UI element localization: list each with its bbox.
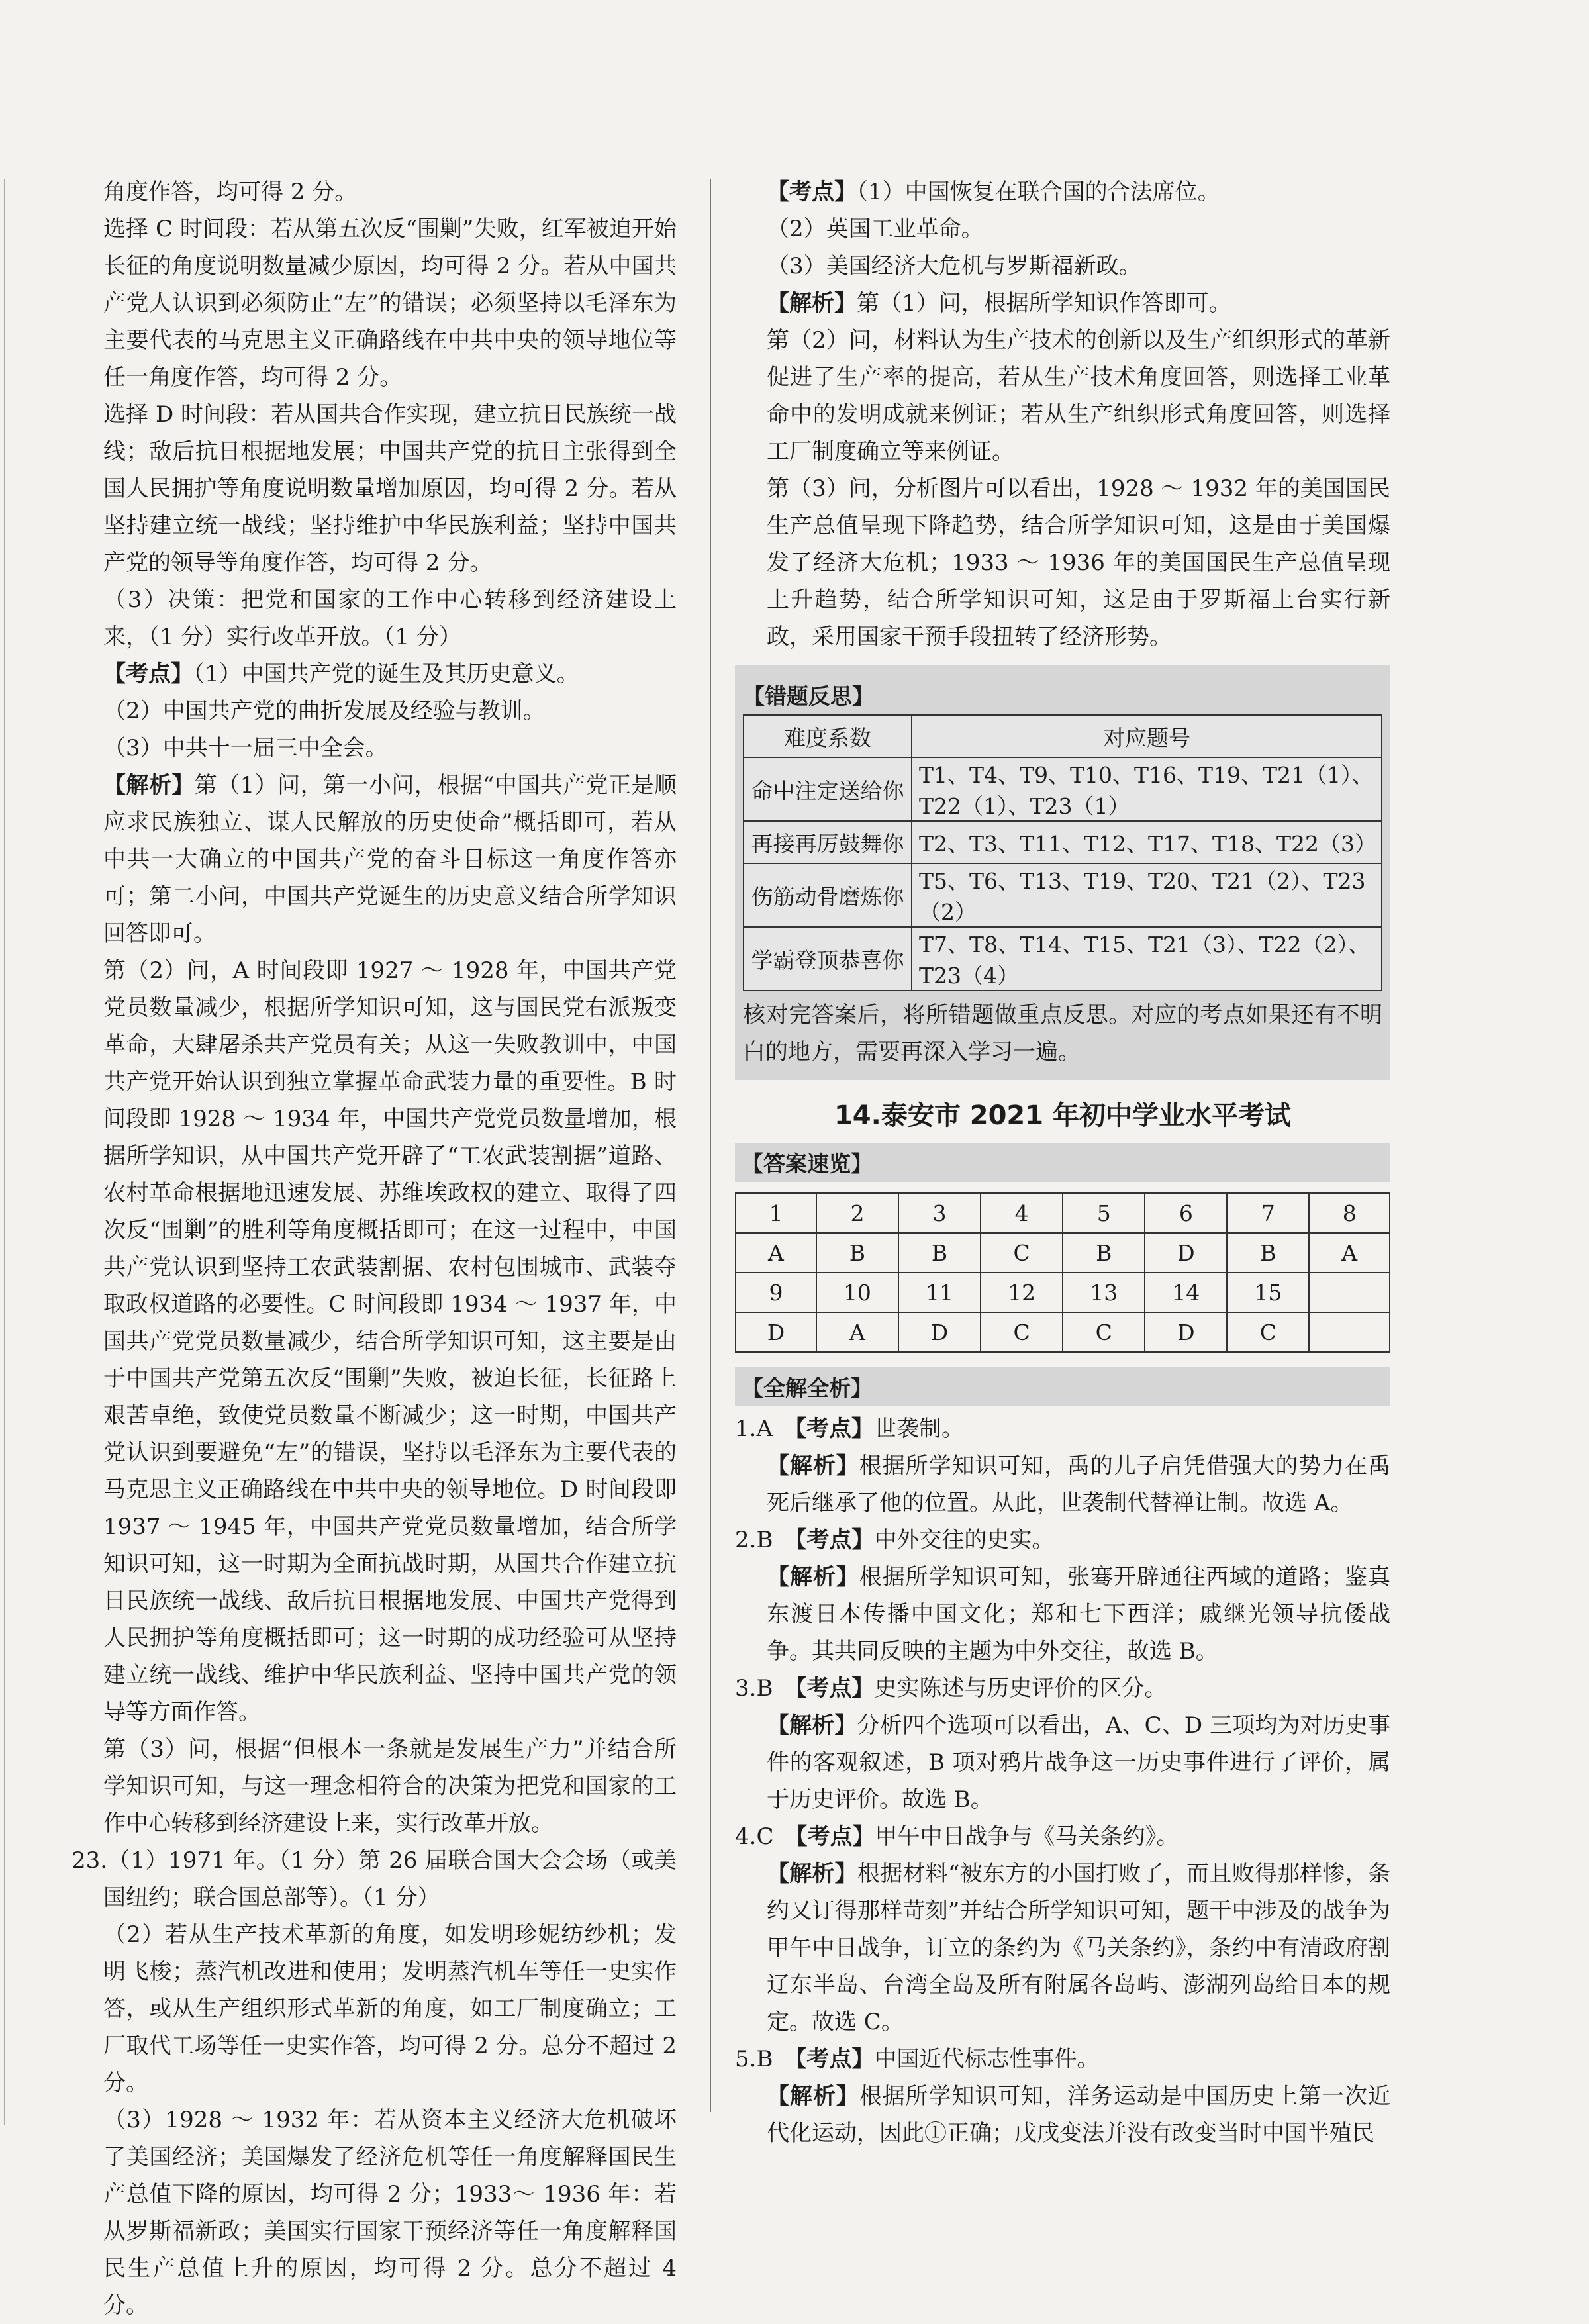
answer-cell: 2	[816, 1193, 898, 1233]
answers-title: 【答案速览】	[735, 1143, 1390, 1182]
item-text: 选择 C 时间段：若从第五次反“围剿”失败，红军被迫开始长征的角度说明数量减少原因，均可得 2 分。若从中国共产党人认识到必须防止“左”的错误；必须坚持以毛泽东为主要代表的马克思主义正确路线在中共中央的领导地位等任一角度作答，均可得 2 分。	[103, 216, 677, 391]
answer-cell: C	[981, 1312, 1063, 1352]
section-tag: 【解析】	[767, 1453, 859, 1479]
item-text: （1）中国恢复在联合国的合法席位。	[857, 179, 1220, 205]
reflection-row	[744, 757, 1382, 821]
error-reflection-box	[735, 665, 1390, 1080]
paragraph	[72, 211, 677, 396]
section-tag: 【解析】	[767, 1861, 857, 1887]
answer-cell: 5	[1063, 1193, 1145, 1233]
paragraph	[735, 285, 1390, 322]
analysis-paragraph	[735, 1559, 1390, 1670]
section-tag: 【解析】	[767, 290, 857, 316]
paragraph	[72, 1916, 677, 2102]
answer-cell: 3	[898, 1193, 981, 1233]
paragraph	[72, 767, 677, 952]
reflection-header-difficulty: 难度系数	[744, 715, 912, 757]
paragraph	[72, 952, 677, 1731]
item-number: 5.B	[735, 2046, 796, 2072]
item-text: 第（1）问，第一小问，根据“中国共产党正是顺应求民族独立、谋人民解放的历史使命”概括即可，若从中共一大确立的中国共产党的奋斗目标这一角度作答亦可；第二小问，中国共产党诞生的历史意义结合所学知识回答即可。	[103, 772, 677, 947]
answer-cell: 12	[981, 1273, 1063, 1312]
section-tag: 【解析】	[767, 1712, 857, 1739]
section-tag: 【考点】	[795, 1527, 875, 1553]
item-text: 世袭制。	[874, 1416, 964, 1442]
difficulty-cell: 学霸登顶恭喜你	[744, 927, 912, 991]
item-text: 根据所学知识可知，洋务运动是中国历史上第一次近代化运动，因此①正确；戊戌变法并没有改变当时中国半殖民	[767, 2083, 1391, 2147]
item-text: 史实陈述与历史评价的区分。	[874, 1675, 1167, 1702]
right-column	[735, 173, 1390, 2152]
reflection-row	[744, 927, 1382, 991]
section-tag: 【考点】	[767, 179, 857, 205]
questions-cell: T2、T3、T11、T12、T17、T18、T22（3）	[912, 821, 1382, 863]
difficulty-cell: 再接再厉鼓舞你	[744, 821, 912, 863]
item-text: （3）决策：把党和国家的工作中心转移到经济建设上来，（1 分）实行改革开放。（1 分）	[103, 587, 677, 650]
answer-row	[736, 1193, 1390, 1233]
item-text: （3）中共十一届三中全会。	[103, 735, 388, 761]
item-number: 2.B	[735, 1527, 796, 1553]
answer-cell: D	[1145, 1312, 1227, 1352]
reflection-title: 【错题反思】	[743, 683, 874, 709]
questions-cell: T7、T8、T14、T15、T21（3）、T22（2）、T23（4）	[912, 927, 1382, 991]
item-number: 3.B	[735, 1675, 796, 1702]
answer-cell: 13	[1063, 1273, 1145, 1312]
answer-cell: D	[1145, 1233, 1227, 1273]
paragraph	[72, 2102, 677, 2324]
paragraph	[72, 655, 677, 693]
item-text: （2）中国共产党的曲折发展及经验与教训。	[103, 698, 546, 724]
item-text: 分析四个选项可以看出，A、C、D 三项均为对历史事件的客观叙述，B 项对鸦片战争这一历史事件进行了评价，属于历史评价。故选 B。	[767, 1712, 1390, 1813]
exam-title: 14.泰安市 2021 年初中学业水平考试	[834, 1100, 1292, 1131]
answer-cell: C	[1063, 1312, 1145, 1352]
item-text: 根据材料“被东方的小国打败了，而且败得那样惨，条约又订得那样苛刻”并结合所学知识可知，题干中涉及的战争为甲午中日战争，订立的条约为《马关条约》，条约中有清政府割辽东半岛、台湾全岛及所有附属各岛屿、澎湖列岛给日本的规定。故选 C。	[767, 1861, 1390, 2035]
item-text: 第（3）问，分析图片可以看出，1928 ～ 1932 年的美国国民生产总值呈现下降趋势，结合所学知识可知，这是由于美国爆发了经济大危机；1933 ～ 1936 年的美国国民生产总值呈现上升趋势，结合所学知识可知，这是由于罗斯福上台实行新政，采用国家干预手段扭转了经济形势。	[767, 475, 1390, 650]
left-column	[72, 173, 677, 2324]
answer-cell: B	[898, 1233, 981, 1273]
answer-cell: 4	[981, 1193, 1063, 1233]
reflection-row	[744, 821, 1382, 863]
answer-cell: A	[1309, 1233, 1390, 1273]
answer-cell: B	[1227, 1233, 1309, 1273]
item-text: 第（1）问，根据所学知识作答即可。	[857, 290, 1231, 316]
column-divider	[710, 179, 711, 2112]
analysis-paragraph	[735, 1522, 1390, 1559]
answer-cell: B	[816, 1233, 898, 1273]
answer-cell: D	[736, 1312, 816, 1352]
item-text: 第（3）问，根据“但根本一条就是发展生产力”并结合所学知识可知，与这一理念相符合的决策为把党和国家的工作中心转移到经济建设上来，实行改革开放。	[103, 1736, 677, 1837]
answer-cell: A	[736, 1233, 816, 1273]
paragraph	[735, 248, 1390, 285]
section-tag: 【解析】	[767, 1564, 859, 1590]
answer-row	[736, 1233, 1390, 1273]
item-text: （3）1928 ～ 1932 年：若从资本主义经济大危机破坏了美国经济；美国爆发了经济危机等任一角度解释国民生产总值下降的原因，均可得 2 分；1933～ 1936 年：若从罗斯福新政；美国实行国家干预经济等任一角度解释国民生产总值上升的原因，均可得 2 分。总分不超过 4 分。	[103, 2107, 677, 2319]
answer-cell: 1	[736, 1193, 816, 1233]
answer-cell	[1309, 1312, 1390, 1352]
paragraph	[735, 470, 1390, 655]
analysis-paragraph	[735, 1707, 1390, 1818]
analysis-title: 【全解全析】	[735, 1367, 1390, 1406]
answer-cell: 15	[1227, 1273, 1309, 1312]
questions-cell: T5、T6、T13、T19、T20、T21（2）、T23（2）	[912, 863, 1382, 927]
page-edge-line	[4, 179, 5, 2125]
item-text: 根据所学知识可知，张骞开辟通往西域的道路；鉴真东渡日本传播中国文化；郑和七下西洋；戚继光领导抗倭战争。其共同反映的主题为中外交往，故选 B。	[767, 1564, 1391, 1665]
answer-cell: 11	[898, 1273, 981, 1312]
item-text: 第（2）问，材料认为生产技术的创新以及生产组织形式的革新促进了生产率的提高，若从生产技术角度回答，则选择工业革命中的发明成就来例证；若从生产组织形式角度回答，则选择工厂制度确立等来例证。	[767, 327, 1390, 465]
answer-cell: 8	[1309, 1193, 1390, 1233]
analysis-paragraph	[735, 2078, 1390, 2152]
item-text: 角度作答，均可得 2 分。	[103, 179, 358, 205]
answer-row	[736, 1273, 1390, 1312]
questions-cell: T1、T4、T9、T10、T16、T19、T21（1）、T22（1）、T23（1）	[912, 757, 1382, 821]
section-tag: 【解析】	[767, 2083, 859, 2109]
item-text: （2）英国工业革命。	[767, 216, 984, 242]
section-tag: 【考点】	[795, 2046, 875, 2072]
paragraph	[72, 173, 677, 211]
paragraph	[735, 173, 1390, 211]
answer-cell: 7	[1227, 1193, 1309, 1233]
reflection-table	[743, 714, 1382, 991]
item-number: 4.C	[735, 1823, 796, 1850]
paragraph	[735, 322, 1390, 470]
item-text: 中国近代标志性事件。	[874, 2046, 1100, 2072]
item-text: 根据所学知识可知，禹的儿子启凭借强大的势力在禹死后继承了他的位置。从此，世袭制代替禅让制。故选 A。	[767, 1453, 1391, 1516]
answer-cell: 14	[1145, 1273, 1227, 1312]
answer-cell: A	[816, 1312, 898, 1352]
analysis-paragraph	[735, 1670, 1390, 1707]
analysis-paragraph	[735, 2041, 1390, 2078]
item-text: 第（2）问，A 时间段即 1927 ～ 1928 年，中国共产党党员数量减少，根据所学知识可知，这与国民党右派叛变革命，大肆屠杀共产党员有关；从这一失败教训中，中国共产党开始认识到独立掌握革命武装力量的重要性。B 时间段即 1928 ～ 1934 年，中国共产党党员数量增加，根据所学知识，从中国共产党开辟了“工农武装割据”道路、农村革命根据地迅速发展、苏维埃政权的建立、取得了四次反“围剿”的胜利等角度概括即可；在这一过程中，中国共产党认识到坚持工农武装割据、农村包围城市、武装夺取政权道路的必要性。C 时间段即 1934 ～ 1937 年，中国共产党党员数量减少，结合所学知识可知，这主要是由于中国共产党第五次反“围剿”失败，被迫长征，长征路上艰苦卓绝，致使党员数量不断减少；这一时期，中国共产党认识到要避免“左”的错误，坚持以毛泽东为主要代表的马克思主义正确路线在中共中央的领导地位。D 时间段即 1937 ～ 1945 年，中国共产党党员数量增加，结合所学知识可知，这一时期为全面抗战时期，从国共合作建立抗日民族统一战线、敌后抗日根据地发展、中国共产党得到人民拥护等角度概括即可；这一时期的成功经验可从坚持建立统一战线、维护中华民族利益、坚持中国共产党的领导等方面作答。	[103, 957, 677, 1725]
paragraph	[72, 1731, 677, 1842]
answer-cell: 10	[816, 1273, 898, 1312]
answer-cell: 9	[736, 1273, 816, 1312]
item-text: 选择 D 时间段：若从国共合作实现，建立抗日民族统一战线；敌后抗日根据地发展；中国共产党的抗日主张得到全国人民拥护等角度说明数量增加原因，均可得 2 分。若从坚持建立统一战线；坚持维护中华民族利益；坚持中国共产党的领导等角度作答，均可得 2 分。	[103, 401, 677, 576]
item-text: 23.（1）1971 年。（1 分）第 26 届联合国大会会场（或美国纽约；联合国总部等）。（1 分）	[72, 1847, 677, 1911]
paragraph	[72, 693, 677, 730]
answer-cell: C	[1227, 1312, 1309, 1352]
answer-table	[735, 1192, 1390, 1353]
item-number: 1.A	[735, 1416, 795, 1442]
item-text: （3）美国经济大危机与罗斯福新政。	[767, 253, 1141, 279]
analysis-list	[735, 1410, 1390, 2152]
answer-cell: 6	[1145, 1193, 1227, 1233]
reflection-note: 核对完答案后，将所错题做重点反思。对应的考点如果还有不明白的地方，需要再深入学习一遍。	[743, 1002, 1382, 1065]
difficulty-cell: 伤筋动骨磨炼你	[744, 863, 912, 927]
reflection-row	[744, 863, 1382, 927]
answer-cell: B	[1063, 1233, 1145, 1273]
analysis-paragraph	[735, 1818, 1390, 1855]
answer-row	[736, 1312, 1390, 1352]
paragraph	[72, 581, 677, 655]
paragraph	[735, 211, 1390, 248]
difficulty-cell: 命中注定送给你	[744, 757, 912, 821]
analysis-paragraph	[735, 1410, 1390, 1447]
analysis-paragraph	[735, 1855, 1390, 2041]
analysis-paragraph	[735, 1447, 1390, 1522]
section-tag: 【解析】	[103, 772, 195, 799]
paragraph	[72, 396, 677, 581]
answer-cell: C	[981, 1233, 1063, 1273]
item-text: （1）中国共产党的诞生及其历史意义。	[193, 661, 579, 687]
item-text: 中外交往的史实。	[874, 1527, 1055, 1553]
section-tag: 【考点】	[796, 1823, 875, 1850]
item-text: （2）若从生产技术革新的角度，如发明珍妮纺纱机；发明飞梭；蒸汽机改进和使用；发明蒸汽机车等任一史实作答，或从生产组织形式革新的角度，如工厂制度确立；工厂取代工场等任一史实作答，均可得 2 分。总分不超过 2 分。	[103, 1921, 677, 2096]
answer-cell	[1309, 1273, 1390, 1312]
item-text: 甲午中日战争与《马关条约》。	[875, 1823, 1179, 1850]
answer-cell: D	[898, 1312, 981, 1352]
reflection-header-questions: 对应题号	[912, 715, 1382, 757]
section-tag: 【考点】	[103, 661, 193, 687]
answer-key-notes	[735, 173, 1390, 655]
section-tag: 【考点】	[795, 1675, 875, 1702]
section-tag: 【考点】	[795, 1416, 874, 1442]
paragraph	[72, 730, 677, 767]
paragraph	[72, 1842, 677, 1916]
